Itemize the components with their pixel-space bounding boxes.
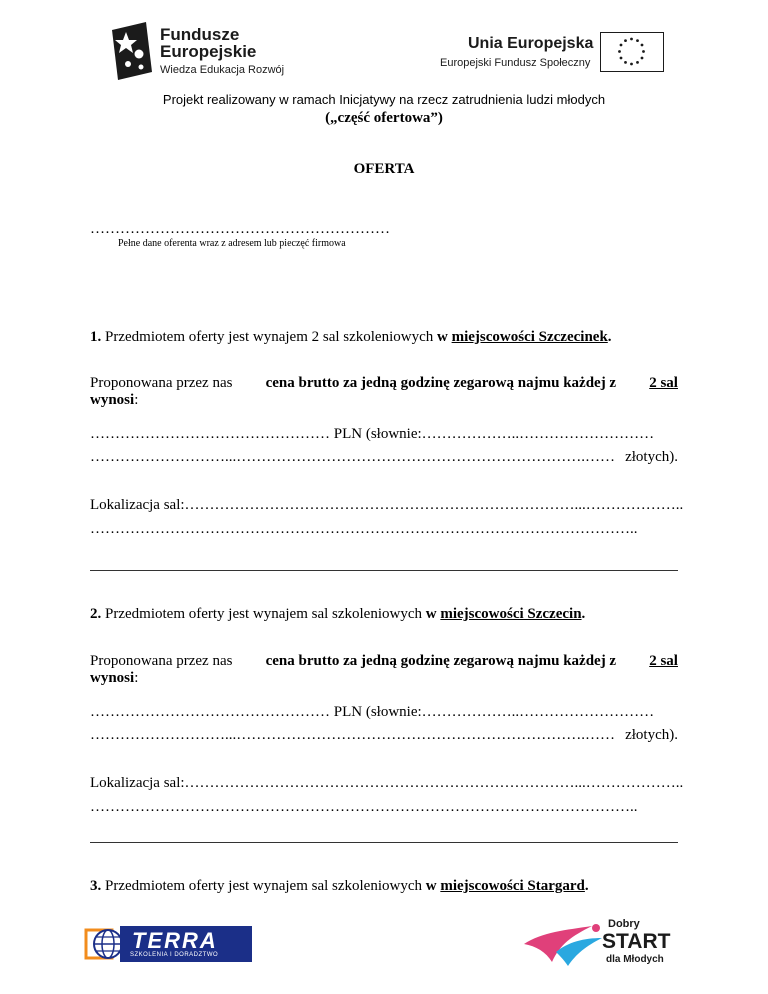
section-1-price-u: 2 sal	[649, 375, 678, 391]
section-2-lok-line2: ………………………………………………………………………………………………..	[90, 799, 638, 815]
terra-logo	[84, 924, 252, 964]
project-line: Projekt realizowany w ramach Inicjatywy na rzecz zatrudnienia ludzi młodych	[162, 92, 606, 107]
ds-line3: dla Młodych	[606, 954, 664, 965]
ue-logo	[440, 32, 670, 76]
section-3-end: .	[584, 878, 589, 894]
fe-line1: Fundusze	[160, 25, 240, 44]
section-1-lok-line2: ………………………………………………………………………………………………..	[90, 521, 638, 537]
section-1-zl-dots: ………………………...…………………………………………………………….……	[90, 449, 615, 465]
section-3-w: w	[425, 878, 437, 894]
section-2-price-line1	[90, 652, 678, 670]
dobry-start-logo	[522, 916, 682, 972]
divider-2	[90, 842, 678, 843]
fe-star-icon	[112, 22, 154, 80]
section-1-price-pre: Proponowana przez nas	[90, 375, 233, 391]
section-3-title	[90, 877, 589, 895]
section-2-lok-label: Lokalizacja sal:	[90, 775, 185, 791]
section-1-zl-line	[90, 448, 678, 466]
section-1-lok-dots: ……………………………………………………………………...………………..	[184, 497, 684, 513]
section-1-price-bold: cena brutto za jedną godzinę zegarową najmu każdej z	[265, 375, 617, 391]
section-1-pln-line: ………………………………………… PLN (słownie:………………..………………………	[90, 426, 655, 442]
section-1-zl-word: złotych).	[625, 449, 678, 465]
ds-line1: Dobry	[608, 918, 640, 930]
eu-flag-icon	[600, 32, 664, 72]
divider-1	[90, 570, 678, 571]
swoosh-icon	[522, 922, 604, 968]
section-2-zl-dots: ………………………...…………………………………………………………….……	[90, 727, 615, 743]
ue-line2: Europejski Fundusz Społeczny	[440, 57, 591, 69]
section-2-number: 2.	[90, 606, 102, 622]
part-label: („część ofertowa”)	[325, 110, 443, 126]
fe-line2: Europejskie	[160, 42, 257, 61]
section-2-title	[90, 605, 585, 623]
section-2-price-line2	[90, 669, 138, 687]
section-1-w: w	[437, 329, 448, 345]
section-1-place: miejscowości Szczecinek	[451, 329, 608, 345]
section-2-intro: Przedmiotem oferty jest wynajem sal szkoleniowych	[105, 606, 422, 622]
section-2-pln-line: ………………………………………… PLN (słownie:………………..………………………	[90, 704, 655, 720]
section-1-intro: Przedmiotem oferty jest wynajem 2 sal szkoleniowych	[105, 329, 434, 345]
section-1-price-line2	[90, 391, 138, 409]
section-3-place: miejscowości Stargard	[440, 878, 585, 894]
section-3-intro: Przedmiotem oferty jest wynajem sal szkoleniowych	[105, 878, 422, 894]
section-2-end: .	[581, 606, 586, 622]
section-2-price-pre: Proponowana przez nas	[90, 653, 233, 669]
section-2-zl-word: złotych).	[625, 727, 678, 743]
section-2-colon: :	[134, 670, 139, 686]
section-2-place: miejscowości Szczecin	[440, 606, 582, 622]
section-1-number: 1.	[90, 329, 102, 345]
section-2-zl-line	[90, 726, 678, 744]
section-2-w: w	[425, 606, 437, 622]
section-1-price-line1	[90, 374, 678, 392]
section-1-title	[90, 328, 612, 346]
terra-tagline: SZKOLENIA I DORADZTWO	[130, 952, 219, 958]
section-3-number: 3.	[90, 878, 102, 894]
ue-line1: Unia Europejska	[468, 35, 594, 52]
section-1-lok-label: Lokalizacja sal:	[90, 497, 185, 513]
section-2-lok-line	[90, 774, 683, 792]
offerer-dots: ……………………………………………………	[90, 221, 390, 237]
globe-icon	[84, 926, 124, 962]
fe-logo	[112, 22, 312, 82]
ds-line2: START	[602, 930, 671, 953]
section-2-price-u: 2 sal	[649, 653, 678, 669]
section-1-lok-line	[90, 496, 683, 514]
section-2-lok-dots: ……………………………………………………………………...………………..	[184, 775, 684, 791]
offerer-caption: Pełne dane oferenta wraz z adresem lub pieczęć firmowa	[118, 238, 346, 249]
section-1-colon: :	[134, 392, 139, 408]
terra-banner	[120, 926, 252, 962]
fe-line3: Wiedza Edukacja Rozwój	[160, 64, 285, 76]
section-1-end: .	[607, 329, 612, 345]
section-1-wynosi: wynosi	[90, 392, 135, 408]
page-title: OFERTA	[353, 161, 415, 177]
terra-name: TERRA	[132, 928, 218, 953]
section-2-wynosi: wynosi	[90, 670, 135, 686]
section-2-price-bold: cena brutto za jedną godzinę zegarową najmu każdej z	[265, 653, 617, 669]
